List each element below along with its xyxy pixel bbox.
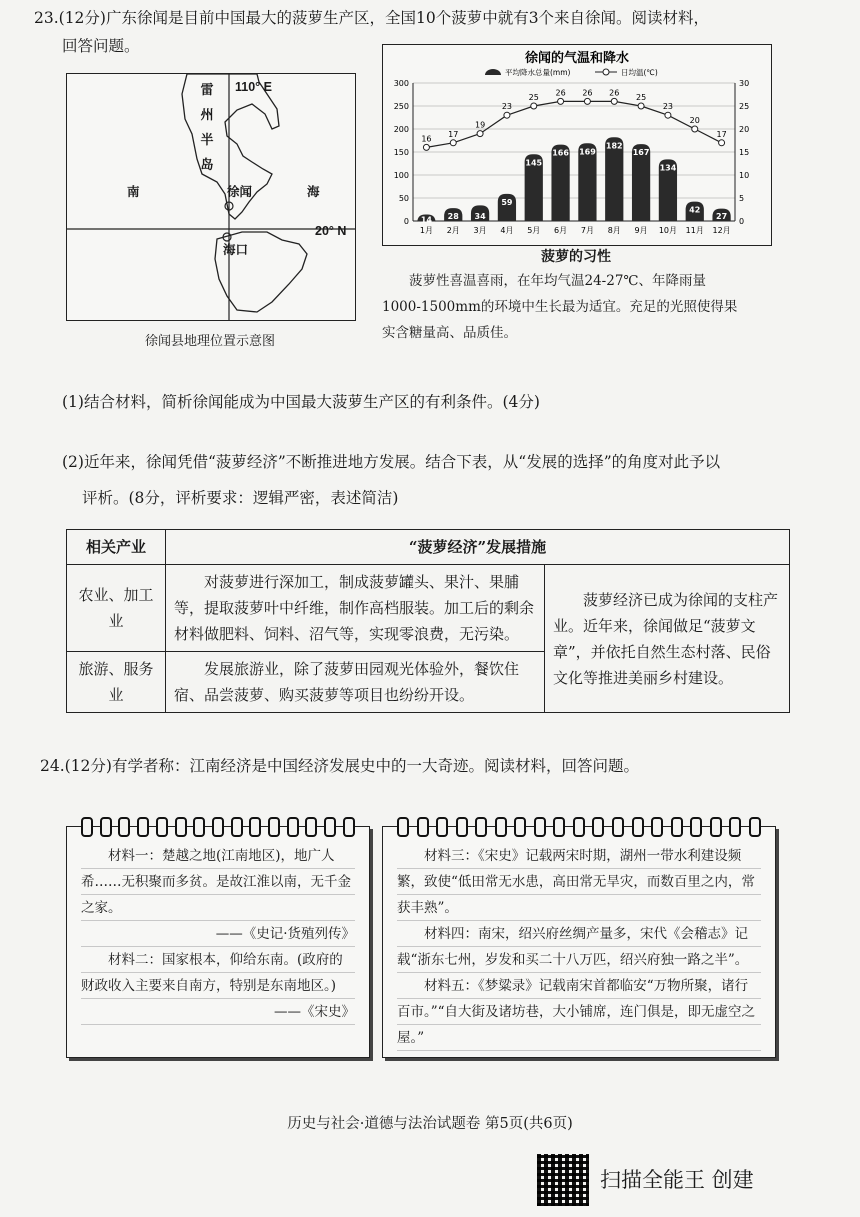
peninsula-char: 州 <box>200 108 214 123</box>
y-left-tick-label: 50 <box>398 194 409 203</box>
legend-line-label: 日均温(℃) <box>621 68 658 77</box>
ring-icon <box>690 817 702 837</box>
peninsula-char: 雷 <box>200 83 214 98</box>
q23-sub2-line2: 评析。(8分，评析要求：逻辑严密，表述简洁) <box>82 489 399 507</box>
temperature-data-label: 16 <box>421 134 432 144</box>
peninsula-char: 半 <box>200 133 214 148</box>
longitude-label: 110° E <box>235 80 272 94</box>
y-right-tick-label: 5 <box>739 194 745 203</box>
temperature-data-label: 23 <box>662 102 674 112</box>
x-tick-label: 12月 <box>712 226 731 235</box>
map-caption: 徐闻县地理位置示意图 <box>144 334 275 349</box>
legend-bar-label: 平均降水总量(mm) <box>505 68 571 77</box>
south-label: 南 <box>127 184 140 199</box>
y-left-tick-label: 200 <box>393 125 409 134</box>
temperature-data-label: 19 <box>474 120 486 130</box>
x-tick-label: 7月 <box>580 226 594 235</box>
x-tick-label: 6月 <box>554 226 568 235</box>
measure-cell: 发展旅游业，除了菠萝田园观光体验外，餐饮住宿、品尝菠萝、购买菠萝等项目也纷纷开设。 <box>166 652 545 713</box>
material-card-right <box>382 826 776 1058</box>
chart-bars <box>417 137 730 224</box>
precipitation-data-label: 42 <box>689 205 701 215</box>
x-tick-label: 9月 <box>634 226 648 235</box>
temperature-point <box>504 112 510 118</box>
chart-legend <box>485 67 658 77</box>
precipitation-data-label: 59 <box>501 197 513 207</box>
temperature-point <box>558 98 564 104</box>
q23-stem-line2: 回答问题。 <box>62 37 140 55</box>
habit-line2: 1000-1500mm的环境中生长最为适宜。充足的光照使得果 <box>382 299 738 315</box>
location-map <box>66 73 356 321</box>
ring-icon <box>573 817 585 837</box>
x-tick-label: 10月 <box>658 226 678 235</box>
ring-icon <box>749 817 761 837</box>
measure-cell: 对菠萝进行深加工，制成菠萝罐头、果汁、果脯等，提取菠萝叶中纤维，制作高档服装。加工后的剩余材料做肥料、饲料、沼气等，实现零浪费，无污染。 <box>166 565 545 652</box>
y-right-tick-label: 0 <box>739 217 745 226</box>
ring-icon <box>287 817 299 837</box>
peninsula-char: 岛 <box>200 158 214 173</box>
merged-summary-cell: 菠萝经济已成为徐闻的支柱产业。近年来，徐闻做足“菠萝文章”，并依托自然生态村落、民俗文化等推进美丽乡村建设。 <box>545 565 790 713</box>
temperature-data-label: 26 <box>582 88 593 98</box>
material-2-source: ——《宋史》 <box>274 1004 355 1020</box>
temperature-data-label: 26 <box>609 88 620 98</box>
ring-icon <box>651 817 663 837</box>
ring-icon <box>268 817 280 837</box>
y-left-tick-label: 250 <box>393 102 409 111</box>
q24-stem: 24.(12分)有学者称：江南经济是中国经济发展史中的一大奇迹。阅读材料，回答问题。 <box>40 757 639 775</box>
temperature-point <box>638 103 644 109</box>
precipitation-data-label: 27 <box>716 212 728 221</box>
temperature-point <box>719 140 725 146</box>
xuwen-label: 徐闻 <box>227 184 253 199</box>
header-measures: “菠萝经济”发展措施 <box>166 530 790 565</box>
ring-icon <box>343 817 355 837</box>
temperature-point <box>423 144 429 150</box>
temperature-data-label: 20 <box>689 116 700 125</box>
ring-icon <box>193 817 205 837</box>
y-right-tick-label: 10 <box>739 171 750 180</box>
x-tick-label: 1月 <box>419 226 433 235</box>
precipitation-data-label: 28 <box>447 212 459 221</box>
ring-icon <box>417 817 429 837</box>
latitude-label: 20° N <box>315 224 347 238</box>
precipitation-data-label: 34 <box>474 212 486 221</box>
y-right-tick-label: 25 <box>739 102 750 111</box>
development-table <box>66 529 790 713</box>
q23-stem-line1: 23.(12分)广东徐闻是目前中国最大的菠萝生产区，全国10个菠萝中就有3个来自徐闻。阅读材料， <box>34 9 710 27</box>
ring-icon <box>324 817 336 837</box>
climate-chart <box>382 44 772 246</box>
haikou-label: 海口 <box>223 242 249 257</box>
x-tick-label: 4月 <box>500 226 514 235</box>
ring-icon <box>156 817 168 837</box>
ring-icon <box>553 817 565 837</box>
material-1: 材料一：楚越之地(江南地区)，地广人希……无积聚而多贫。是故江淮以南，无千金之家。 <box>81 848 351 916</box>
precipitation-data-label: 182 <box>605 141 623 151</box>
x-tick-label: 11月 <box>685 226 704 235</box>
legend-bar-swatch <box>485 69 501 75</box>
precipitation-data-label: 14 <box>420 215 432 225</box>
temperature-point <box>450 140 456 146</box>
temperature-line <box>426 101 721 147</box>
header-industry: 相关产业 <box>67 530 166 565</box>
temperature-point <box>477 131 483 137</box>
ring-icon <box>612 817 624 837</box>
precipitation-data-label: 167 <box>632 148 650 158</box>
temperature-data-label: 17 <box>716 129 727 139</box>
ring-icon <box>137 817 149 837</box>
y-right-tick-label: 30 <box>739 79 750 88</box>
habit-line1: 菠萝性喜温喜雨，在年均气温24-27℃、年降雨量 <box>409 273 707 289</box>
temperature-point <box>531 103 537 109</box>
material-5: 材料五：《梦粱录》记载南宋首都临安“万物所聚，诸行百市。”“自大街及诸坊巷，大小铺席，连门俱是，即无虚空之屋。” <box>397 978 756 1046</box>
ring-icon <box>212 817 224 837</box>
precipitation-data-label: 145 <box>525 158 543 168</box>
y-left-tick-label: 0 <box>403 217 409 226</box>
material-4: 材料四：南宋，绍兴府丝绸产量多，宋代《会稽志》记载“浙东七州，岁发和买二十八万匹，绍兴府独一路之半”。 <box>397 926 749 968</box>
page-footer: 历史与社会·道德与法治试题卷 第5页(共6页) <box>287 1116 573 1132</box>
temperature-point <box>584 98 590 104</box>
q23-sub1: (1)结合材料，简析徐闻能成为中国最大菠萝生产区的有利条件。(4分) <box>62 393 540 411</box>
industry-cell: 农业、加工业 <box>67 565 166 652</box>
x-tick-label: 8月 <box>607 226 621 235</box>
ring-icon <box>592 817 604 837</box>
peninsula-label <box>199 78 215 178</box>
industry-cell: 旅游、服务业 <box>67 652 166 713</box>
precipitation-data-label: 169 <box>579 147 596 157</box>
x-tick-label: 5月 <box>527 226 541 235</box>
ring-icon <box>305 817 317 837</box>
temperature-data-label: 23 <box>501 102 513 112</box>
chart-line <box>421 88 726 150</box>
temperature-data-label: 17 <box>448 129 459 139</box>
card-rings <box>67 827 369 837</box>
material-1-source: ——《史记·货殖列传》 <box>215 926 355 942</box>
precipitation-data-label: 134 <box>659 163 677 173</box>
chart-title: 徐闻的气温和降水 <box>524 51 630 66</box>
temperature-data-label: 25 <box>528 93 539 102</box>
card-body <box>81 843 355 1025</box>
ring-icon <box>81 817 93 837</box>
ring-icon <box>632 817 644 837</box>
temperature-point <box>692 126 698 132</box>
habit-line3: 实含糖量高、品质佳。 <box>382 325 517 341</box>
chart-grid <box>413 83 735 221</box>
habit-title: 菠萝的习性 <box>541 249 611 265</box>
temperature-data-label: 26 <box>555 88 566 98</box>
ring-icon <box>231 817 243 837</box>
ring-icon <box>710 817 722 837</box>
y-right-tick-label: 15 <box>739 148 750 157</box>
scanner-watermark: 扫描全能王 创建 <box>600 1168 754 1192</box>
ring-icon <box>729 817 741 837</box>
climate-chart-svg <box>383 45 771 245</box>
ring-icon <box>436 817 448 837</box>
card-body <box>397 843 761 1051</box>
material-card-left <box>66 826 370 1058</box>
sea-label: 海 <box>307 184 320 199</box>
y-right-tick-label: 20 <box>739 125 750 134</box>
ring-icon <box>100 817 112 837</box>
temperature-point <box>611 98 617 104</box>
table-row <box>67 565 790 652</box>
x-tick-label: 2月 <box>446 226 460 235</box>
ring-icon <box>118 817 130 837</box>
table-header-row <box>67 530 790 565</box>
q23-sub2-line1: (2)近年来，徐闻凭借“菠萝经济”不断推进地方发展。结合下表，从“发展的选择”的角度对此予以 <box>62 453 721 471</box>
material-2: 材料二：国家根本，仰给东南。(政府的财政收入主要来自南方，特别是东南地区。) <box>81 952 343 994</box>
ring-icon <box>495 817 507 837</box>
ring-icon <box>475 817 487 837</box>
ring-icon <box>397 817 409 837</box>
ring-icon <box>249 817 261 837</box>
material-3: 材料三：《宋史》记载两宋时期，湖州一带水利建设频繁，致使“低田常无水患，高田常无旱灾，而数百里之内，常获丰熟”。 <box>397 848 755 916</box>
ring-icon <box>534 817 546 837</box>
habit-block <box>382 246 770 346</box>
y-left-tick-label: 300 <box>393 79 409 88</box>
qr-code-icon <box>537 1154 589 1206</box>
y-left-tick-label: 100 <box>393 171 409 180</box>
x-tick-label: 3月 <box>473 226 487 235</box>
card-rings <box>383 827 775 837</box>
precipitation-data-label: 166 <box>552 148 569 158</box>
ring-icon <box>671 817 683 837</box>
temperature-data-label: 25 <box>635 93 647 102</box>
legend-line-marker <box>603 69 609 75</box>
ring-icon <box>456 817 468 837</box>
ring-icon <box>514 817 526 837</box>
y-left-tick-label: 150 <box>393 148 409 157</box>
ring-icon <box>175 817 187 837</box>
temperature-point <box>665 112 671 118</box>
